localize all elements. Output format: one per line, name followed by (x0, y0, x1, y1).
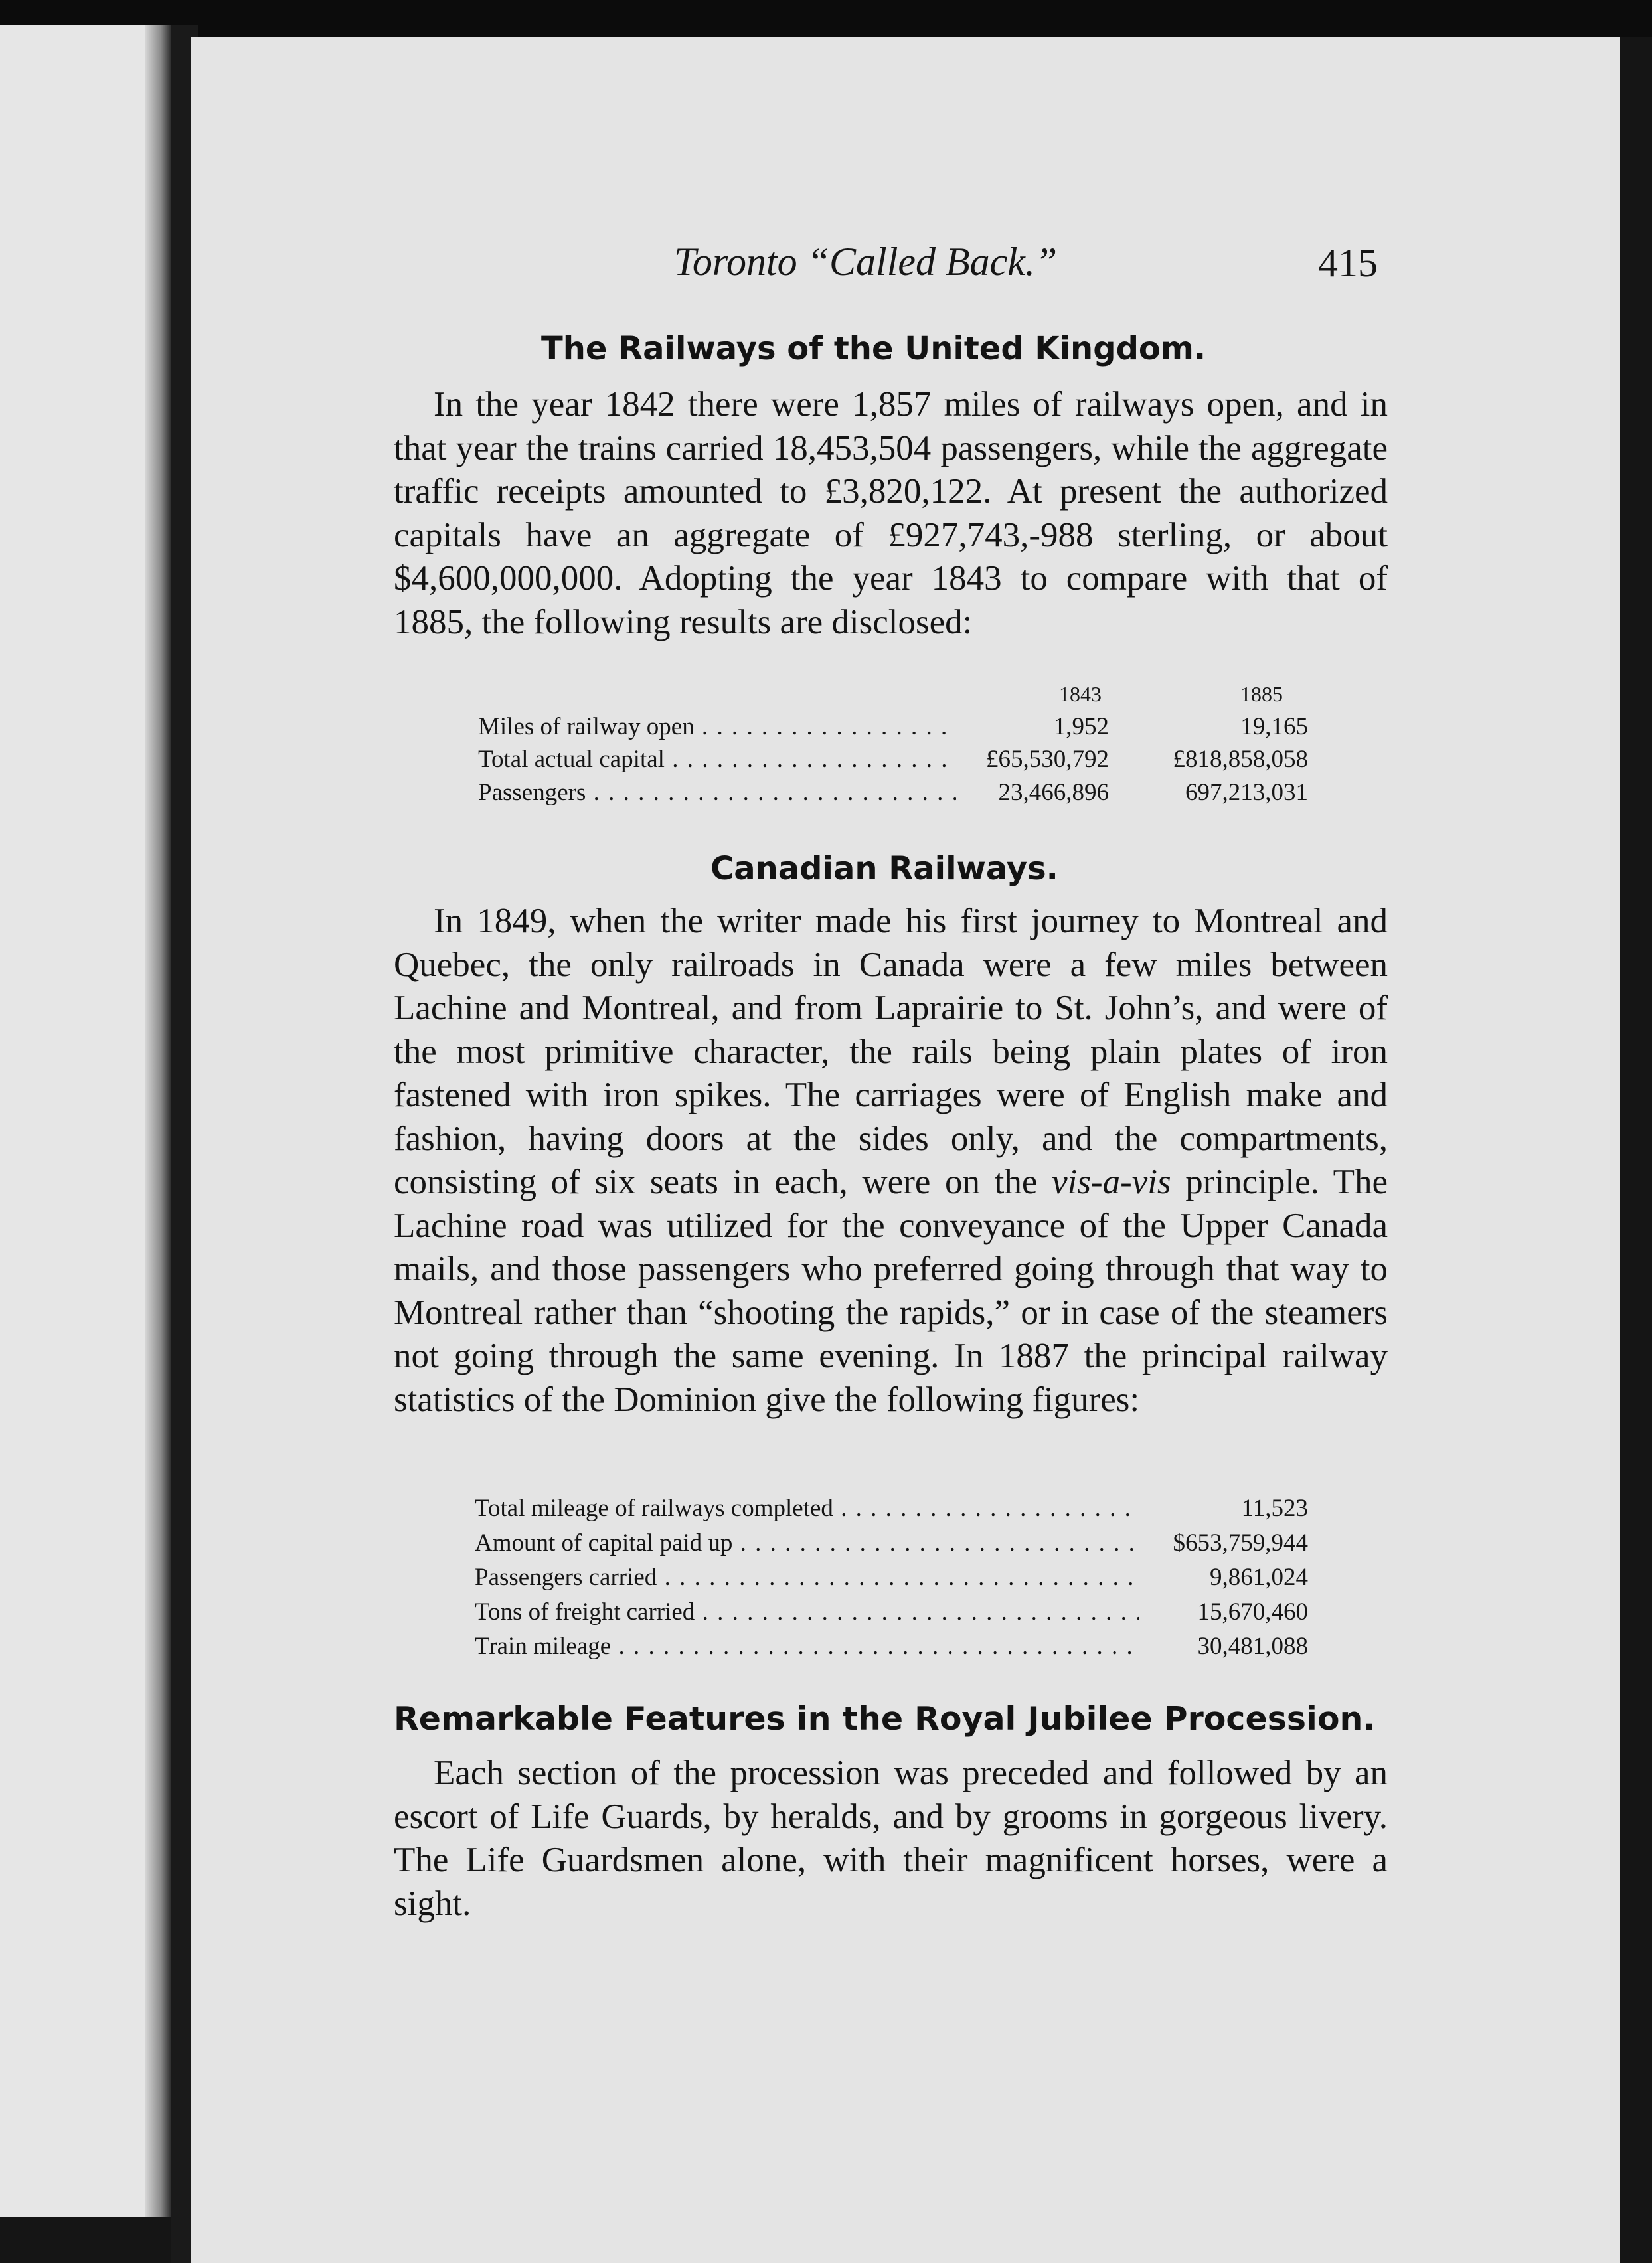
table-row (475, 1598, 1308, 1632)
row-value: 30,481,088 (1197, 1633, 1308, 1660)
paragraph-uk-railways (394, 383, 1388, 644)
paragraph-jubilee-procession (394, 1752, 1388, 1926)
table-row (478, 745, 1308, 780)
running-head-title: Toronto “Called Back.” (674, 240, 1058, 284)
row-label: Passengers . . . (478, 778, 956, 807)
row-label: Total mileage of railways completed . . . (475, 1494, 1139, 1523)
value-1885: 19,165 (1240, 713, 1308, 740)
facing-page-edge (0, 25, 158, 2217)
page-number: 415 (1318, 241, 1378, 285)
table-row (475, 1494, 1308, 1529)
table-column-header-1885: 1885 (1240, 682, 1283, 706)
paragraph-text-before: In 1849, when the writer made his first journey to Montreal and Quebec, the only railroads in Canada were a few miles between Lachine and Montreal, and from Laprairie to St. John’s, and were of the most primitive character, the rails being plain plates of iron fastened with iron spikes. The carriages were of English make and fashion, having doors at the sides only, and the compartments, consisting of six seats in each, were on the (394, 902, 1388, 1201)
row-label: Train mileage . . . (475, 1632, 1139, 1661)
section-heading-jubilee-procession: Remarkable Features in the Royal Jubilee Procession. (394, 1700, 1375, 1738)
table-row (475, 1563, 1308, 1598)
section-heading-canadian-railways: Canadian Railways. (710, 850, 1058, 887)
table-row (475, 1529, 1308, 1563)
row-label: Passengers carried . . . (475, 1563, 1139, 1592)
paragraph-text-after: principle. The Lachine road was utilized for the conveyance of the Upper Canada mails, and those passengers who preferred going through that way to Montreal rather than “shooting the rapids,” or in case of the steamers not going through the same evening. In 1887 the principal railway statistics of the Dominion give the following figures: (394, 1163, 1388, 1419)
table-column-header-1843: 1843 (1059, 682, 1102, 706)
section-heading-uk-railways: The Railways of the United Kingdom. (541, 330, 1206, 367)
value-1843: £65,530,792 (982, 745, 1109, 774)
page-gutter-shadow (145, 25, 171, 2217)
value-1843: 1,952 (1050, 712, 1109, 741)
paragraph-canadian-railways (394, 900, 1388, 1422)
row-value: 15,670,460 (1197, 1598, 1308, 1626)
row-value: 11,523 (1241, 1495, 1308, 1522)
value-1885: 697,213,031 (1185, 779, 1308, 806)
row-label: Total actual capital . . . (478, 745, 956, 774)
table-row (475, 1632, 1308, 1667)
paragraph-text: In the year 1842 there were 1,857 miles of railways open, and in that year the trains carried 18,453,504 passengers, while the aggregate traffic receipts amounted to £3,820,122. At present the authorized capitals have an aggregate of £927,743,-988 sterling, or about $4,600,000,000. Adopting the year 1843 to compare with that of 1885, the following results are disclosed: (394, 385, 1388, 641)
value-1843: 23,466,896 (995, 778, 1110, 807)
row-label: Miles of railway open . . . (478, 712, 956, 741)
scan-top-border (0, 0, 1652, 37)
table-row (478, 712, 1308, 747)
row-value: $653,759,944 (1173, 1529, 1308, 1556)
row-label: Tons of freight carried . . . (475, 1598, 1139, 1626)
paragraph-text: Each section of the procession was preceded and followed by an escort of Life Guards, by heralds, and by grooms in gorgeous livery. The Life Guardsmen alone, with their magnificent horses, were a sight. (394, 1754, 1388, 1923)
row-value: 9,861,024 (1210, 1564, 1308, 1591)
paragraph-italic-term: vis-a-vis (1052, 1163, 1171, 1201)
value-1885: £818,858,058 (1173, 746, 1308, 773)
row-label: Amount of capital paid up . . . (475, 1529, 1139, 1557)
table-row (478, 778, 1308, 813)
